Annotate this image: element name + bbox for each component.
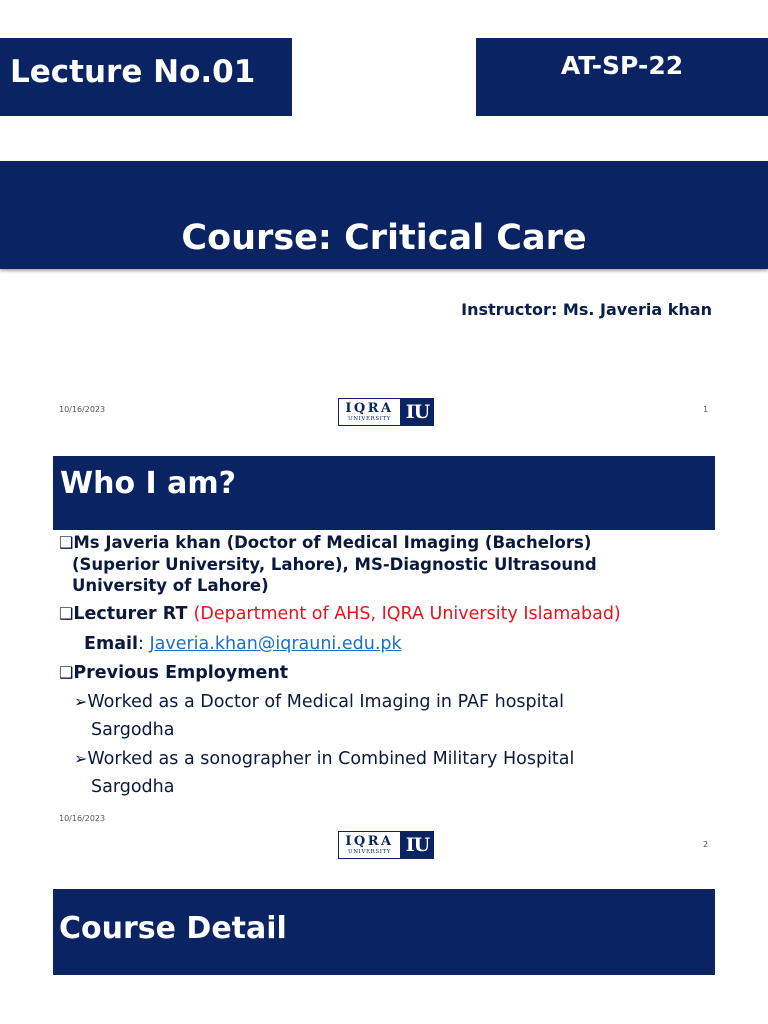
instructor-label: Instructor: Ms. Javeria khan	[461, 300, 712, 319]
employment-item-1	[74, 692, 564, 712]
slide2-page-number: 2	[703, 840, 709, 849]
email-separator: :	[138, 634, 150, 654]
logo-wordmark	[338, 398, 401, 426]
slide1-page-number: 1	[703, 405, 709, 414]
education-line-3: University of Lahore)	[72, 576, 269, 595]
course-title-banner	[0, 161, 768, 269]
logo-sub: UNIVERSITY	[348, 415, 391, 422]
checkbox-bullet-icon: ❑	[59, 533, 74, 552]
employment-2-line-2: Sargodha	[91, 777, 175, 797]
logo-mark: IU	[401, 398, 434, 426]
employment-1-line-1: Worked as a Doctor of Medical Imaging in PAF hospital	[87, 692, 564, 712]
logo-wordmark	[338, 831, 401, 859]
education-line-1: Ms Javeria khan (Doctor of Medical Imaging (Bachelors)	[73, 533, 592, 552]
course-detail-title: Course Detail	[59, 911, 287, 946]
logo-word: IQRA	[345, 400, 394, 416]
employment-1-line-2: Sargodha	[91, 720, 175, 740]
bullet-lecturer	[59, 604, 621, 624]
lecture-number-label: Lecture No.01	[10, 54, 256, 90]
arrow-bullet-icon: ➢	[74, 749, 88, 768]
logo-mark: IU	[401, 831, 434, 859]
iqra-university-logo	[338, 831, 434, 859]
logo-word: IQRA	[345, 833, 394, 849]
education-line-2: (Superior University, Lahore), MS-Diagnostic Ultrasound	[72, 555, 597, 574]
who-i-am-banner	[53, 456, 715, 530]
bullet-education	[59, 533, 591, 552]
who-i-am-title: Who I am?	[60, 466, 237, 501]
course-code-label: AT-SP-22	[560, 51, 684, 80]
employment-2-line-1: Worked as a sonographer in Combined Military Hospital	[87, 749, 575, 769]
logo-sub: UNIVERSITY	[348, 848, 391, 855]
lecturer-department: (Department of AHS, IQRA University Islamabad)	[193, 604, 621, 624]
email-line	[84, 634, 402, 654]
email-label: Email	[84, 634, 138, 654]
employment-item-2	[74, 749, 574, 769]
slide1-date: 10/16/2023	[59, 405, 106, 414]
lecture-number-box	[0, 38, 292, 116]
checkbox-bullet-icon: ❑	[59, 604, 74, 623]
email-link[interactable]: Javeria.khan@iqrauni.edu.pk	[149, 634, 402, 654]
bullet-employment	[59, 663, 288, 683]
course-code-box	[476, 38, 768, 116]
arrow-bullet-icon: ➢	[74, 692, 88, 711]
checkbox-bullet-icon: ❑	[59, 663, 74, 682]
slide2-date: 10/16/2023	[59, 814, 106, 823]
iqra-university-logo	[338, 398, 434, 426]
lecturer-label: Lecturer RT	[73, 604, 194, 624]
employment-label: Previous Employment	[73, 663, 289, 683]
course-title: Course: Critical Care	[181, 218, 587, 258]
course-detail-banner	[53, 889, 715, 975]
